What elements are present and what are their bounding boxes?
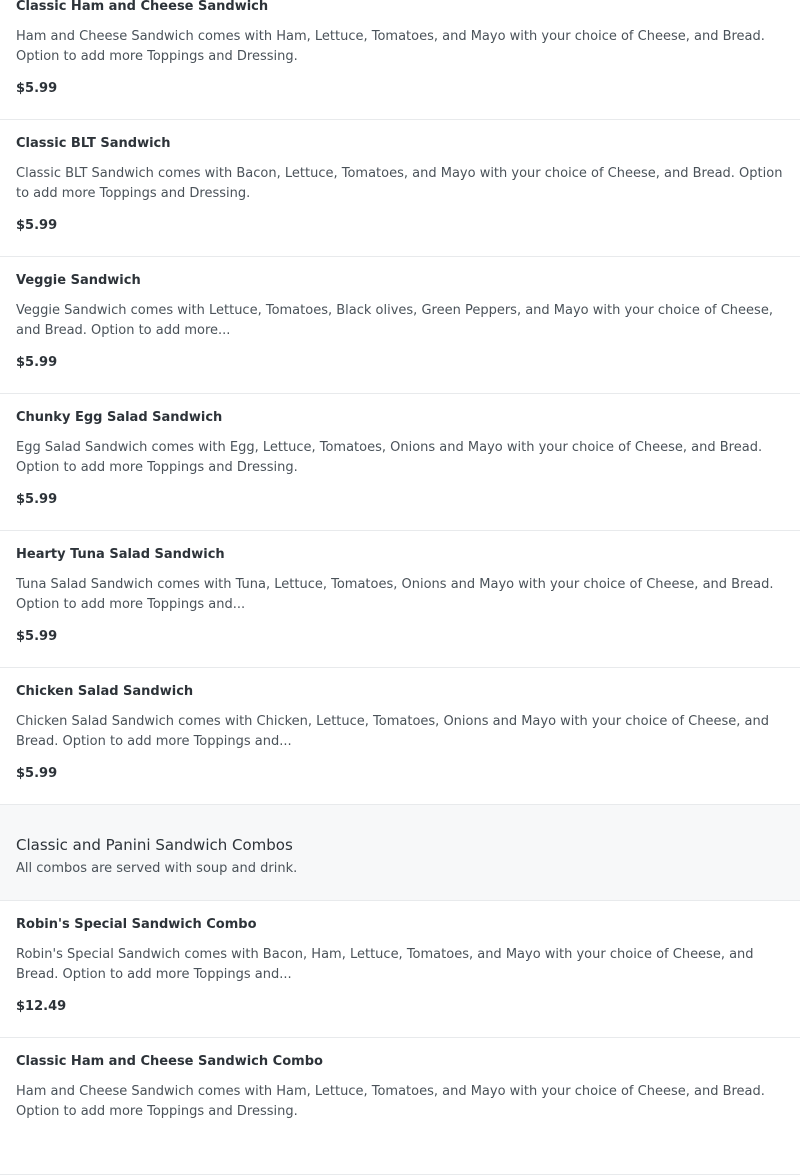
- item-description: Tuna Salad Sandwich comes with Tuna, Lettuce, Tomatoes, Onions and Mayo with your choice of Cheese, and Bread. Option to add more Toppings and...: [16, 577, 774, 612]
- section-title: Classic and Panini Sandwich Combos: [16, 836, 293, 854]
- item-price: $5.99: [16, 218, 58, 233]
- item-price: $12.49: [16, 999, 67, 1014]
- section-description: All combos are served with soup and drink.: [16, 861, 298, 876]
- item-description: Chicken Salad Sandwich comes with Chicken, Lettuce, Tomatoes, Onions and Mayo with your choice of Cheese, and Bread. Option to add more Toppings and...: [16, 714, 769, 749]
- item-description: Veggie Sandwich comes with Lettuce, Tomatoes, Black olives, Green Peppers, and Mayo with your choice of Cheese, and Bread. Option to add more...: [16, 303, 773, 338]
- item-name: Robin's Special Sandwich Combo: [16, 917, 257, 932]
- item-name: Hearty Tuna Salad Sandwich: [16, 547, 225, 562]
- item-name: Veggie Sandwich: [16, 273, 141, 288]
- menu-item[interactable]: [0, 1038, 800, 1175]
- item-price: $5.99: [16, 492, 58, 507]
- item-name: Classic Ham and Cheese Sandwich: [16, 0, 269, 14]
- menu-item[interactable]: [0, 531, 800, 668]
- item-name: Chunky Egg Salad Sandwich: [16, 410, 223, 425]
- item-price: $5.99: [16, 355, 58, 370]
- item-name: Classic BLT Sandwich: [16, 136, 171, 151]
- item-description: Egg Salad Sandwich comes with Egg, Lettuce, Tomatoes, Onions and Mayo with your choice of Cheese, and Bread. Option to add more Toppings and Dressing.: [16, 440, 763, 475]
- menu-item[interactable]: [0, 668, 800, 805]
- item-description: Classic BLT Sandwich comes with Bacon, Lettuce, Tomatoes, and Mayo with your choice of Cheese, and Bread. Option to add more Toppings and Dressing.: [16, 166, 783, 201]
- item-name: Chicken Salad Sandwich: [16, 684, 194, 699]
- item-description: Ham and Cheese Sandwich comes with Ham, Lettuce, Tomatoes, and Mayo with your choice of Cheese, and Bread. Option to add more Toppings and Dressing.: [16, 29, 765, 64]
- item-price: $5.99: [16, 766, 58, 781]
- menu-item[interactable]: [0, 0, 800, 120]
- item-price: $5.99: [16, 81, 58, 96]
- menu-item[interactable]: [0, 394, 800, 531]
- menu-item[interactable]: [0, 257, 800, 394]
- item-price: $5.99: [16, 629, 58, 644]
- menu-item[interactable]: [0, 901, 800, 1038]
- menu-item[interactable]: [0, 120, 800, 257]
- item-name: Classic Ham and Cheese Sandwich Combo: [16, 1054, 323, 1069]
- item-description: Robin's Special Sandwich comes with Bacon, Ham, Lettuce, Tomatoes, and Mayo with your choice of Cheese, and Bread. Option to add more Toppings and...: [16, 947, 754, 982]
- section-header: [0, 805, 800, 901]
- item-description: Ham and Cheese Sandwich comes with Ham, Lettuce, Tomatoes, and Mayo with your choice of Cheese, and Bread. Option to add more Toppings and Dressing.: [16, 1084, 765, 1119]
